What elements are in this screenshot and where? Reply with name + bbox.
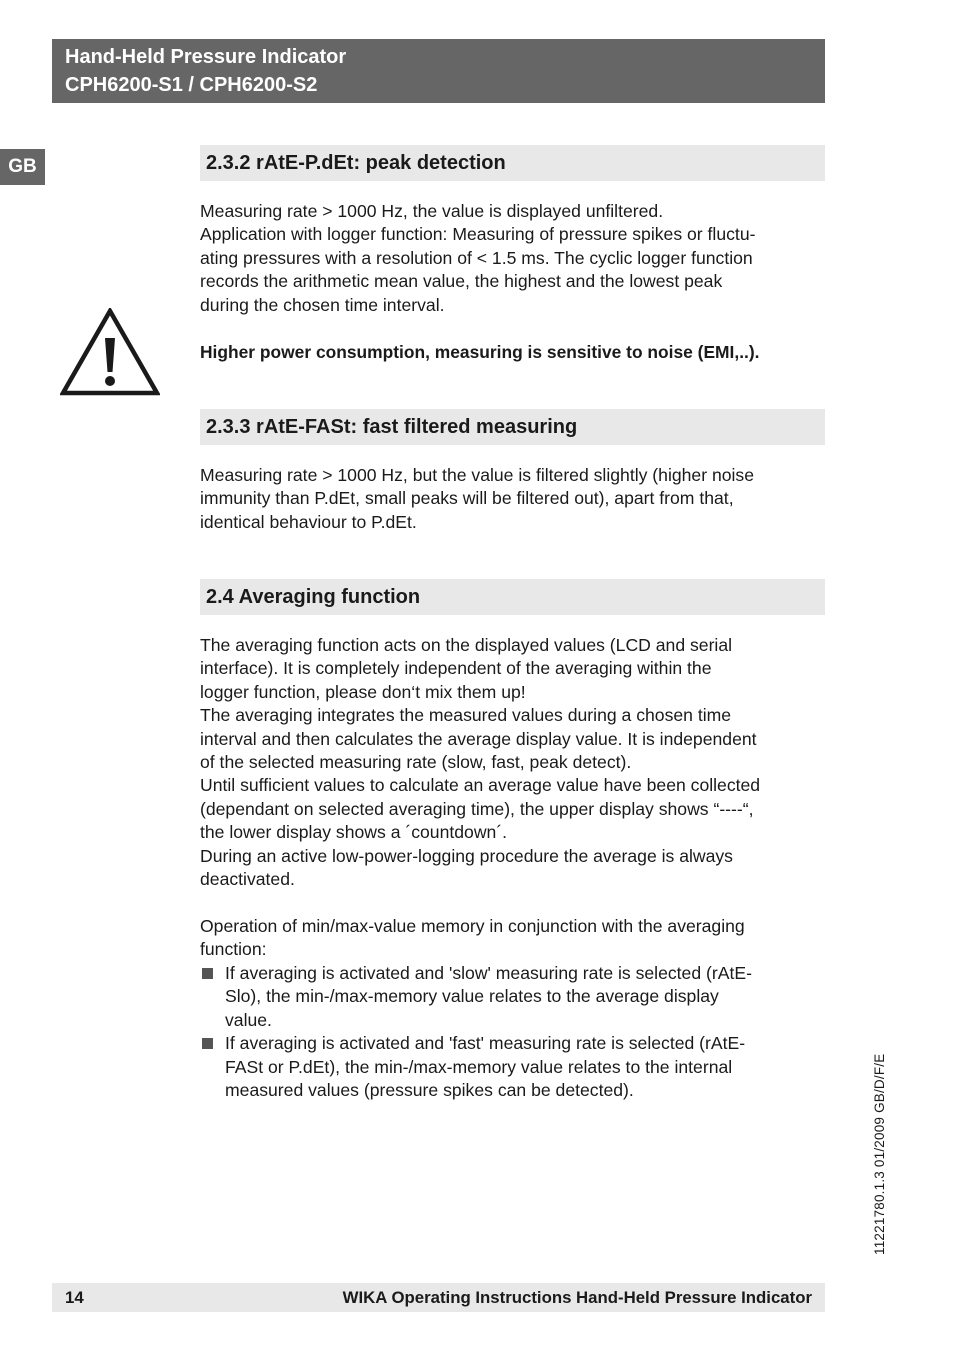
document-code: 11221780.1.3 01/2009 GB/D/F/E [872,1053,887,1255]
text-line: logger function, please don‘t mix them up! [200,681,526,702]
section-heading-2-3-2: 2.3.2 rAtE-P.dEt: peak detection [200,145,825,181]
list-item [200,1032,825,1102]
text-line: during the chosen time interval. [200,294,445,315]
header-title: Hand-Held Pressure Indicator [65,46,347,68]
text-line: measured values (pressure spikes can be detected). [225,1080,634,1101]
text-line: Until sufficient values to calculate an average value have been collected [200,775,761,796]
text-line: During an active low-power-logging procedure the average is always [200,845,733,866]
text-line: Application with logger function: Measuring of pressure spikes or fluctu- [200,224,756,245]
text-line: The averaging function acts on the displayed values (LCD and serial [200,635,733,655]
text-line: ating pressures with a resolution of < 1.5 ms. The cyclic logger function [200,247,753,268]
section-heading-2-4: 2.4 Averaging function [200,579,825,615]
text-line: records the arithmetic mean value, the highest and the lowest peak [200,271,723,292]
min-max-intro [200,915,825,962]
warning-note: Higher power consumption, measuring is sensitive to noise (EMI,..). [200,342,760,362]
text-line: function: [200,939,267,960]
warning-triangle-icon [60,308,160,396]
list-item [200,962,825,1032]
text-line: The averaging integrates the measured values during a chosen time [200,705,732,726]
text-line: of the selected measuring rate (slow, fast, peak detect). [200,752,632,773]
text-line: identical behaviour to P.dEt. [200,511,417,532]
text-line: Measuring rate > 1000 Hz, but the value is filtered slightly (higher noise [200,465,755,485]
text-line: Measuring rate > 1000 Hz, the value is displayed unfiltered. [200,201,664,221]
text-line: interface). It is completely independent of the averaging within the [200,658,712,679]
section-2-3-3-body [200,464,825,534]
language-tab: GB [0,149,45,185]
document-header [52,39,825,103]
text-line: Slo), the min-/max-memory value relates to the average display [225,986,719,1007]
section-2-4-body [200,634,825,891]
square-bullet-icon [202,1038,213,1049]
text-line: If averaging is activated and 'slow' measuring rate is selected (rAtE- [225,963,752,983]
text-line: (dependant on selected averaging time), the upper display shows “----“, [200,798,754,819]
page-number: 14 [65,1288,84,1307]
min-max-bullet-list [200,962,825,1102]
text-line: FASt or P.dEt), the min-/max-memory value relates to the internal [225,1056,733,1077]
section-heading-2-3-3: 2.3.3 rAtE-FASt: fast filtered measuring [200,409,825,445]
text-line: the lower display shows a ´countdown´. [200,822,508,843]
text-line: If averaging is activated and 'fast' measuring rate is selected (rAtE- [225,1033,746,1054]
text-line: interval and then calculates the average display value. It is independent [200,728,757,749]
text-line: value. [225,1009,272,1030]
text-line: immunity than P.dEt, small peaks will be filtered out), apart from that, [200,488,734,509]
text-line: Operation of min/max-value memory in conjunction with the averaging [200,916,745,936]
header-model: CPH6200-S1 / CPH6200-S2 [65,74,318,96]
text-line: deactivated. [200,869,295,890]
section-2-3-2-body [200,200,825,317]
square-bullet-icon [202,968,213,979]
footer-title: WIKA Operating Instructions Hand-Held Pressure Indicator [342,1288,812,1307]
page-footer [52,1283,825,1312]
